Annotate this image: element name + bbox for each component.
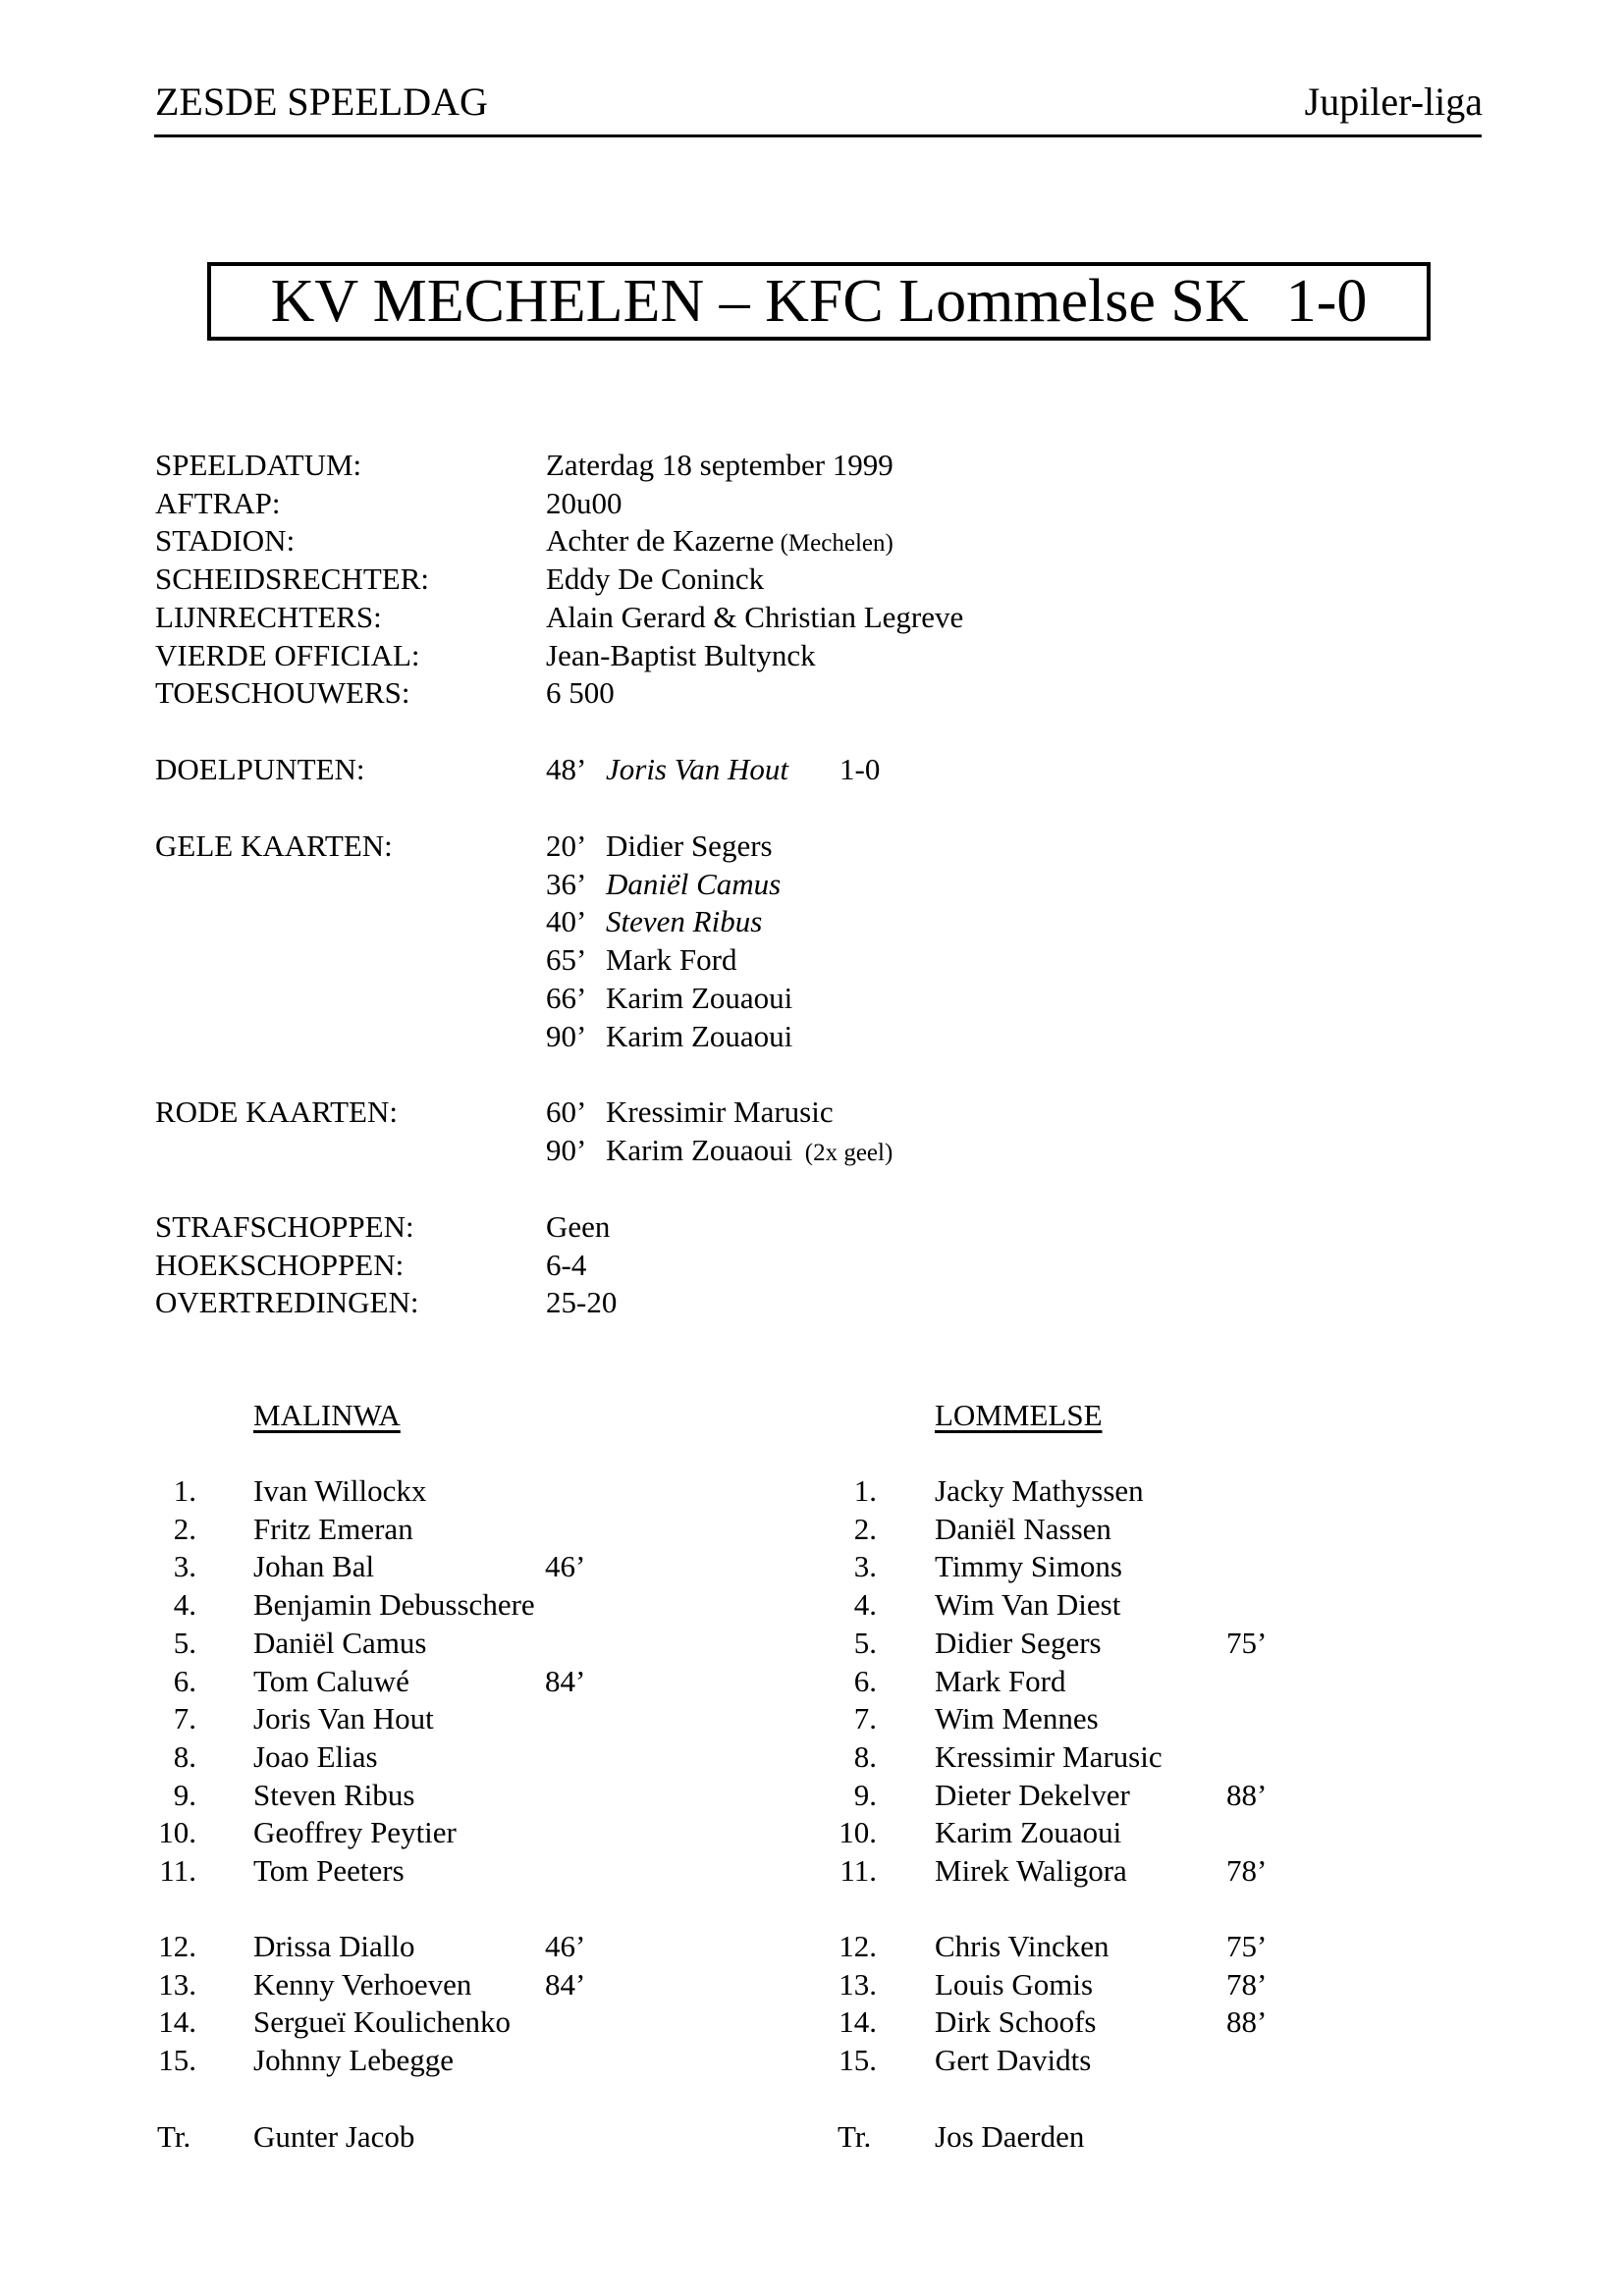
red-cards-label: RODE KAARTEN: — [155, 1095, 398, 1129]
player-number: 5. — [853, 1625, 877, 1660]
info-value: 20u00 — [546, 485, 623, 520]
substitution-minute: 78’ — [1226, 1853, 1268, 1888]
sub-name: Drissa Diallo — [253, 1929, 415, 1963]
sub-number: 15. — [158, 2043, 196, 2078]
sub-name: Kenny Verhoeven — [253, 1966, 472, 2002]
info-label: VIERDE OFFICIAL: — [155, 637, 420, 672]
home-team: KV MECHELEN — [270, 268, 705, 335]
yellow-card-player: Didier Segers — [606, 828, 773, 863]
player-number: 10. — [839, 1815, 877, 1850]
player-number: 2. — [853, 1511, 877, 1546]
player-name: Karim Zouaoui — [935, 1815, 1122, 1850]
player-name: Kressimir Marusic — [935, 1738, 1163, 1774]
header-divider — [154, 134, 1482, 137]
yellow-card-minute: 40’ — [546, 904, 587, 939]
player-number: 1. — [173, 1473, 196, 1508]
goal-score: 1-0 — [839, 752, 881, 786]
info-label: SCHEIDSRECHTER: — [155, 561, 430, 597]
info-value: Eddy De Coninck — [546, 561, 765, 597]
player-number: 8. — [173, 1738, 196, 1774]
player-number: 9. — [853, 1777, 877, 1812]
info-value: Achter de Kazerne (Mechelen) — [546, 523, 893, 559]
player-name: Didier Segers — [935, 1625, 1102, 1660]
sub-name: Louis Gomis — [935, 1966, 1094, 2002]
info-label: TOESCHOUWERS: — [155, 675, 410, 711]
player-name: Daniël Camus — [253, 1625, 427, 1660]
red-card-player: Karim Zouaoui (2x geel) — [606, 1132, 893, 1167]
stat-label: OVERTREDINGEN: — [155, 1285, 419, 1320]
substitution-minute: 75’ — [1226, 1625, 1268, 1660]
sub-name: Sergueï Koulichenko — [253, 2004, 512, 2040]
sub-number: 12. — [158, 1929, 196, 1963]
sub-minute: 88’ — [1226, 2004, 1268, 2040]
player-name: Ivan Willockx — [253, 1473, 427, 1508]
player-number: 4. — [853, 1587, 877, 1623]
sub-name: Chris Vincken — [935, 1929, 1110, 1963]
yellow-card-minute: 20’ — [546, 828, 587, 863]
player-number: 9. — [173, 1777, 196, 1812]
stat-value: 6-4 — [546, 1247, 587, 1282]
yellow-card-player: Daniël Camus — [606, 866, 782, 901]
header-league: Jupiler-liga — [1304, 80, 1483, 124]
player-name: Benjamin Debusschere — [253, 1587, 535, 1623]
player-name: Geoffrey Peytier — [253, 1815, 457, 1850]
yellow-card-minute: 36’ — [546, 866, 587, 901]
goal-minute: 48’ — [546, 752, 587, 786]
player-number: 7. — [173, 1701, 196, 1736]
sub-number: 12. — [839, 1929, 877, 1963]
info-label: AFTRAP: — [155, 485, 281, 520]
stat-value: 25-20 — [546, 1285, 618, 1320]
player-number: 10. — [158, 1815, 196, 1850]
red-card-minute: 60’ — [546, 1095, 587, 1129]
coach-name: Gunter Jacob — [253, 2119, 415, 2154]
sub-number: 14. — [158, 2004, 196, 2040]
red-card-player: Kressimir Marusic — [606, 1095, 834, 1129]
player-name: Wim Mennes — [935, 1701, 1099, 1736]
player-number: 6. — [853, 1663, 877, 1698]
sub-number: 15. — [839, 2043, 877, 2078]
info-note: (Mechelen) — [774, 530, 893, 558]
coach-label: Tr. — [838, 2119, 872, 2154]
yellow-card-minute: 66’ — [546, 980, 587, 1015]
red-card-note: (2x geel) — [792, 1139, 893, 1166]
player-number: 4. — [173, 1587, 196, 1623]
sub-number: 13. — [158, 1966, 196, 2002]
player-number: 5. — [173, 1625, 196, 1660]
coach-name: Jos Daerden — [935, 2119, 1085, 2154]
player-name: Joris Van Hout — [253, 1701, 434, 1736]
final-score: 1-0 — [1285, 268, 1368, 335]
info-value: Zaterdag 18 september 1999 — [546, 448, 893, 482]
team-name: MALINWA — [253, 1398, 401, 1432]
player-name: Tom Caluwé — [253, 1663, 409, 1698]
player-number: 1. — [853, 1473, 877, 1508]
sub-name: Johnny Lebegge — [253, 2043, 455, 2078]
substitution-minute: 88’ — [1226, 1777, 1268, 1812]
yellow-card-player: Karim Zouaoui — [606, 1018, 793, 1053]
info-value: Alain Gerard & Christian Legreve — [546, 599, 964, 634]
goals-label: DOELPUNTEN: — [155, 752, 365, 786]
team-name: LOMMELSE — [935, 1398, 1103, 1432]
substitution-minute: 84’ — [545, 1663, 586, 1698]
player-name: Jacky Mathyssen — [935, 1473, 1144, 1508]
info-label: STADION: — [155, 523, 296, 559]
player-number: 7. — [853, 1701, 877, 1736]
player-name: Mirek Waligora — [935, 1853, 1127, 1888]
sub-minute: 46’ — [545, 1929, 586, 1963]
player-name: Johan Bal — [253, 1549, 375, 1584]
sub-number: 13. — [839, 1966, 877, 2002]
player-name: Mark Ford — [935, 1663, 1066, 1698]
sub-name: Gert Davidts — [935, 2043, 1092, 2078]
stat-value: Geen — [546, 1209, 611, 1244]
header-round: ZESDE SPEELDAG — [155, 80, 488, 124]
coach-label: Tr. — [157, 2119, 191, 2154]
player-number: 2. — [173, 1511, 196, 1546]
yellow-card-player: Karim Zouaoui — [606, 980, 793, 1015]
info-label: LIJNRECHTERS: — [155, 599, 382, 634]
red-card-minute: 90’ — [546, 1132, 587, 1167]
player-name: Timmy Simons — [935, 1549, 1122, 1584]
goal-scorer: Joris Van Hout — [606, 752, 788, 786]
player-name: Dieter Dekelver — [935, 1777, 1130, 1812]
yellow-card-player: Steven Ribus — [606, 904, 763, 939]
player-name: Steven Ribus — [253, 1777, 415, 1812]
player-number: 3. — [173, 1549, 196, 1584]
info-value: 6 500 — [546, 675, 615, 711]
info-label: SPEELDATUM: — [155, 448, 362, 482]
player-name: Tom Peeters — [253, 1853, 405, 1888]
stat-label: HOEKSCHOPPEN: — [155, 1247, 405, 1282]
substitution-minute: 46’ — [545, 1549, 586, 1584]
yellow-cards-label: GELE KAARTEN: — [155, 828, 393, 863]
yellow-card-minute: 90’ — [546, 1018, 587, 1053]
sub-minute: 75’ — [1226, 1929, 1268, 1963]
info-value: Jean-Baptist Bultynck — [546, 637, 816, 672]
yellow-card-player: Mark Ford — [606, 942, 737, 978]
player-number: 11. — [839, 1853, 877, 1888]
yellow-card-minute: 65’ — [546, 942, 587, 978]
player-number: 3. — [853, 1549, 877, 1584]
player-name: Fritz Emeran — [253, 1511, 413, 1546]
player-number: 8. — [853, 1738, 877, 1774]
player-name: Joao Elias — [253, 1738, 378, 1774]
stat-label: STRAFSCHOPPEN: — [155, 1209, 414, 1244]
match-title — [207, 262, 1431, 341]
sub-minute: 84’ — [545, 1966, 586, 2002]
player-name: Wim Van Diest — [935, 1587, 1121, 1623]
player-name: Daniël Nassen — [935, 1511, 1111, 1546]
sub-number: 14. — [839, 2004, 877, 2040]
sub-name: Dirk Schoofs — [935, 2004, 1097, 2040]
player-number: 6. — [173, 1663, 196, 1698]
sub-minute: 78’ — [1226, 1966, 1268, 2002]
away-team: KFC Lommelse SK — [765, 268, 1249, 335]
player-number: 11. — [159, 1853, 196, 1888]
title-separator: – — [719, 268, 750, 335]
